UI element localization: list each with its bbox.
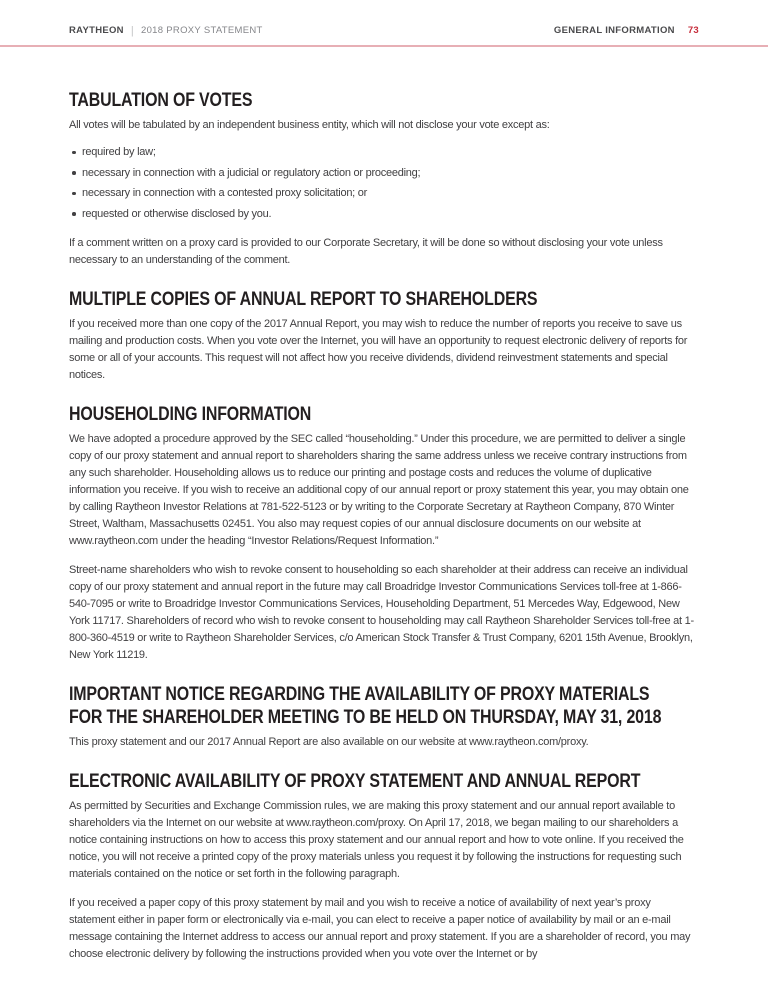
section-multiple-copies	[69, 288, 699, 384]
bullet-icon	[72, 212, 76, 216]
section-electronic-availability	[69, 770, 699, 963]
bullet-item: necessary in connection with a contested proxy solicitation; or	[69, 185, 699, 202]
section-paragraph: As permitted by Securities and Exchange Commission rules, we are making this proxy statement and our annual report available to shareholders via the Internet on our website at www.raytheon.com/proxy. On April 17, 2018, we began mailing to our shareholders a notice containing instructions on how to access this proxy statement and our annual report and how to vote online. If you received the notice, you will not receive a printed copy of the proxy materials unless you request it by following the instructions for requesting such materials contained on the notice or set forth in the following paragraph.	[69, 799, 684, 880]
section-paragraph: If you received more than one copy of the 2017 Annual Report, you may wish to reduce the number of reports you receive to save us mailing and production costs. When you vote over the Internet, you will have an opportunity to request electronic delivery of reports for some or all of your accounts. This request will not affect how you receive dividends, dividend reinvestment statements and special notices.	[69, 317, 688, 381]
section-paragraph: This proxy statement and our 2017 Annual Report are also available on our website at www.raytheon.com/proxy.	[69, 735, 589, 748]
brand-name: RAYTHEON	[69, 25, 124, 36]
section-heading: HOUSEHOLDING INFORMATION	[69, 403, 312, 425]
header-right	[554, 25, 699, 36]
section-heading: MULTIPLE COPIES OF ANNUAL REPORT TO SHAREHOLDERS	[69, 288, 538, 310]
section-heading: TABULATION OF VOTES	[69, 90, 253, 111]
section-intro: All votes will be tabulated by an independent business entity, which will not disclose your vote except as:	[69, 119, 550, 131]
section-heading: IMPORTANT NOTICE REGARDING THE AVAILABILITY OF PROXY MATERIALS FOR THE SHAREHOLDER MEETING TO BE HELD ON THURSDAY, MAY 31, 2018	[69, 683, 662, 728]
bullet-icon	[72, 171, 76, 175]
section-tabulation-of-votes	[69, 89, 699, 269]
section-paragraph: If a comment written on a proxy card is provided to our Corporate Secretary, it will be done so without disclosing your vote unless necessary to an understanding of the comment.	[69, 236, 663, 266]
document-title: 2018 PROXY STATEMENT	[141, 25, 263, 36]
header-section-label: GENERAL INFORMATION	[553, 25, 675, 36]
bullet-icon	[72, 151, 76, 155]
section-important-notice	[69, 683, 699, 751]
page-number: 73	[687, 25, 699, 36]
section-paragraph: If you received a paper copy of this proxy statement by mail and you wish to receive a notice of availability of next year’s proxy statement either in paper form or electronically via e-mail, you can elect to receive a paper notice of availability by mail or an e-mail message containing the Internet address to access our annual report and proxy statement. If you are a shareholder of record, you may choose electronic delivery by following the instructions provided when you vote over the Internet or by	[69, 896, 691, 960]
bullet-list	[69, 144, 699, 223]
bullet-item: required by law;	[69, 144, 699, 161]
bullet-item: necessary in connection with a judicial or regulatory action or proceeding;	[69, 165, 699, 182]
page-content	[0, 47, 768, 975]
bullet-icon	[72, 192, 76, 196]
section-heading: ELECTRONIC AVAILABILITY OF PROXY STATEMENT AND ANNUAL REPORT	[69, 770, 641, 792]
running-header	[0, 0, 768, 45]
header-left	[69, 24, 263, 36]
header-separator: |	[130, 24, 135, 37]
bullet-item: requested or otherwise disclosed by you.	[69, 206, 699, 223]
section-paragraph: Street-name shareholders who wish to revoke consent to householding so each shareholder at their address can receive an individual copy of our proxy statement and annual report in the future may call Broadridge Investor Communications Services toll-free at 1-866-540-7095 or write to Broadridge Investor Communications Services, Householding Department, 51 Mercedes Way, Edgewood, New York 11717. Shareholders of record who wish to revoke consent to householding may call Raytheon Shareholder Services toll-free at 1-800-360-4519 or write to Raytheon Shareholder Services, c/o American Stock Transfer & Trust Company, 6201 15th Avenue, Brooklyn, New York 11219.	[69, 563, 694, 661]
section-paragraph: We have adopted a procedure approved by the SEC called “householding.” Under this procedure, we are permitted to deliver a single copy of our proxy statement and annual report to shareholders sharing the same address unless we receive contrary instructions from any such shareholder. Householding allows us to reduce our printing and postage costs and reduces the volume of duplicative information you receive. If you wish to receive an additional copy of our annual report or proxy statement this year, you may obtain one by calling Raytheon Investor Relations at 781-522-5123 or by writing to the Corporate Secretary at Raytheon Company, 870 Winter Street, Waltham, Massachusetts 02451. You also may request copies of our annual disclosure documents on our website at www.raytheon.com under the heading “Investor Relations/Request Information.”	[69, 432, 689, 547]
section-householding	[69, 403, 699, 664]
